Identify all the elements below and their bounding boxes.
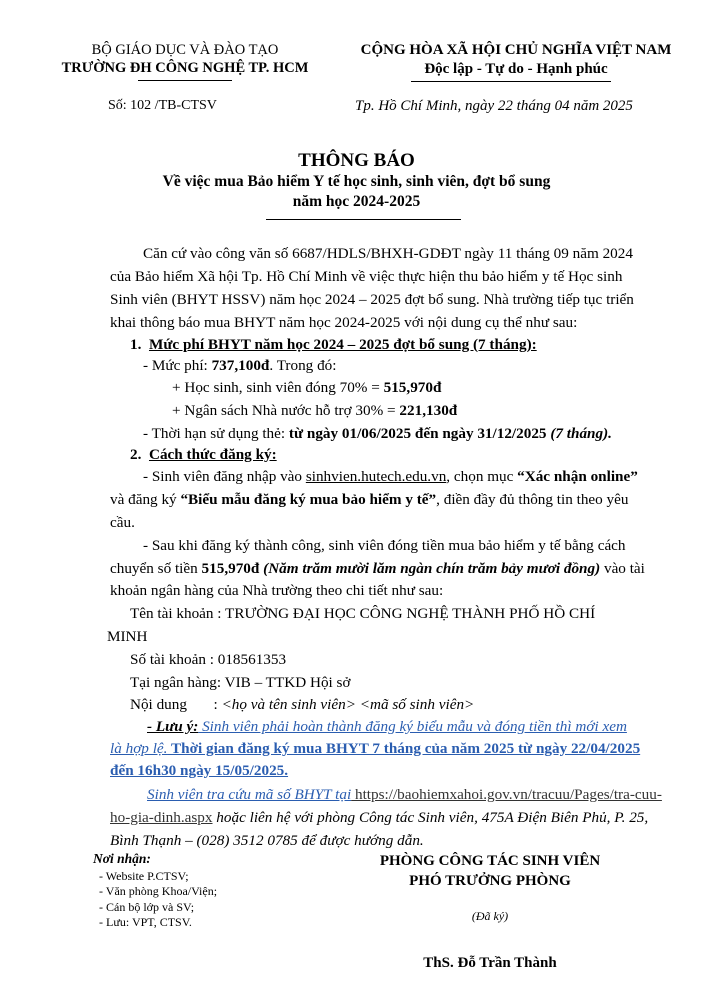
account-name-cont: MINH (107, 628, 148, 645)
lookup-contact: hoặc liên hệ với phòng Công tác Sinh viên, 475A Điện Biên Phủ, P. 25, (212, 809, 649, 826)
instruction-line: khoản ngân hàng của Nhà trường theo chi tiết như sau: (110, 582, 444, 599)
instruction-text: và đăng ký (110, 491, 181, 508)
state-share-line (172, 400, 457, 421)
lookup-contact-cont: Bình Thạnh – (028) 3512 0785 để được hướng dẫn. (110, 832, 424, 849)
recipients-title: Nơi nhận: (93, 851, 151, 866)
intro-line: của Bảo hiểm Xã hội Tp. Hồ Chí Minh về việc thực hiện thu bảo hiểm y tế Học sinh (110, 268, 623, 285)
state-share-label: + Ngân sách Nhà nước hỗ trợ 30% = (172, 402, 400, 419)
section2-title: Cách thức đăng ký: (148, 446, 277, 463)
recipient-item: - Website P.CTSV; (99, 869, 189, 883)
lookup-line (110, 807, 648, 828)
account-number: Số tài khoản : 018561353 (130, 651, 287, 668)
registration-form-name: “Biểu mẫu đăng ký mua bảo hiểm y tế” (180, 491, 437, 508)
signer-name: ThS. Đỗ Trần Thành (423, 955, 557, 971)
ministry-name: BỘ GIÁO DỤC VÀ ĐÀO TẠO (91, 42, 279, 58)
state-share-value: 221,130đ (399, 402, 458, 419)
document-date: Tp. Hồ Chí Minh, ngày 22 tháng 04 năm 2025 (355, 98, 633, 114)
term-label: - Thời hạn sử dụng thẻ: (143, 425, 289, 442)
instruction-text: , điền đầy đủ thông tin theo yêu (436, 491, 629, 508)
student-share-label: + Học sinh, sinh viên đóng 70% = (172, 379, 384, 396)
instruction-line: cầu. (110, 514, 135, 531)
instruction-text: vào tài (600, 560, 645, 577)
term-tail: (7 tháng). (546, 425, 612, 442)
instruction-text: , chọn mục (446, 468, 518, 485)
fee-value: 737,100đ (211, 357, 270, 374)
registration-deadline: đến 16h30 ngày 15/05/2025. (110, 762, 289, 779)
page-subtitle-year: năm học 2024-2025 (292, 193, 421, 210)
lookup-intro: Sinh viên tra cứu mã số BHYT tại (147, 786, 352, 803)
term-value: từ ngày 01/06/2025 đến ngày 31/12/2025 (288, 425, 547, 442)
instruction-line: - Sau khi đăng ký thành công, sinh viên đóng tiền mua bảo hiểm y tế bằng cách (143, 537, 626, 554)
term-line (143, 423, 612, 444)
lookup-url-link[interactable]: https://baohiemxahoi.gov.vn/tracuu/Pages/tra-cuu- (351, 786, 662, 803)
student-share-line (172, 377, 441, 398)
payment-amount: 515,970đ (201, 560, 260, 577)
instruction-text: - Sinh viên đăng nhập vào (143, 468, 306, 485)
nation-title: CỘNG HÒA XÃ HỘI CHỦ NGHĨA VIỆT NAM (360, 42, 672, 58)
note-text: Sinh viên phải hoàn thành đăng ký biểu mẫu và đóng tiền thì mới xem (198, 718, 627, 735)
payment-amount-words: (Năm trăm mười lăm ngàn chín trăm bảy mươi đồng) (259, 560, 601, 577)
intro-line: khai thông báo mua BHYT năm học 2024-2025 với nội dung cụ thể như sau: (110, 314, 578, 331)
transfer-content-label: Nội dung : (130, 696, 222, 713)
title-underline (266, 219, 461, 220)
university-underline (138, 80, 232, 81)
motto-underline (411, 81, 611, 82)
note-line (110, 738, 640, 759)
intro-line: Sinh viên (BHYT HSSV) năm học 2024 – 2025 đợt bổ sung. Nhà trường tiếp tục triển (110, 291, 634, 308)
nation-motto: Độc lập - Tự do - Hạnh phúc (424, 61, 608, 77)
transfer-content-value: <họ và tên sinh viên> <mã số sinh viên> (221, 696, 475, 713)
university-name: TRƯỜNG ĐH CÔNG NGHỆ TP. HCM (61, 60, 309, 76)
note-text: là hợp lệ. (110, 740, 168, 757)
section1-number: 1. (130, 336, 142, 353)
section2-heading (130, 444, 277, 465)
instruction-text: chuyển số tiền (110, 560, 202, 577)
section1-title: Mức phí BHYT năm học 2024 – 2025 đợt bổ sung (7 tháng): (148, 336, 537, 353)
recipient-item: - Cán bộ lớp và SV; (99, 900, 195, 914)
page-title: THÔNG BÁO (298, 150, 415, 171)
document-number: Số: 102 /TB-CTSV (108, 98, 217, 113)
instruction-line (110, 489, 628, 510)
note-line (147, 716, 627, 737)
account-name: Tên tài khoản : TRƯỜNG ĐẠI HỌC CÔNG NGHỆ THÀNH PHỐ HỒ CHÍ (130, 605, 596, 622)
section2-number: 2. (130, 446, 142, 463)
recipient-item: - Văn phòng Khoa/Viện; (99, 884, 218, 898)
intro-line: Căn cứ vào công văn số 6687/HDLS/BHXH-GDĐT ngày 11 tháng 09 năm 2024 (143, 245, 633, 262)
fee-line (143, 355, 336, 376)
fee-tail: . Trong đó: (269, 357, 337, 374)
fee-label: - Mức phí: (143, 357, 212, 374)
transfer-content (130, 694, 474, 715)
instruction-line (143, 466, 638, 487)
section1-heading (130, 334, 537, 355)
note-label: - Lưu ý: (147, 718, 199, 735)
online-confirm-item: “Xác nhận online” (517, 468, 638, 485)
instruction-line (110, 558, 645, 579)
page-subtitle: Về việc mua Bảo hiểm Y tế học sinh, sinh viên, đợt bổ sung (162, 173, 551, 190)
lookup-line (147, 784, 662, 805)
signature-signed: (Đã ký) (471, 909, 509, 923)
lookup-url-link-cont[interactable]: ho-gia-dinh.aspx (110, 809, 213, 826)
signature-position: PHÓ TRƯỞNG PHÒNG (409, 873, 571, 889)
registration-period: Thời gian đăng ký mua BHYT 7 tháng của năm 2025 từ ngày 22/04/2025 (167, 740, 641, 757)
signature-office: PHÒNG CÔNG TÁC SINH VIÊN (379, 853, 601, 869)
bank-name: Tại ngân hàng: VIB – TTKD Hội sở (130, 674, 351, 691)
student-share-value: 515,970đ (383, 379, 442, 396)
student-portal-link[interactable]: sinhvien.hutech.edu.vn (305, 468, 447, 485)
recipient-item: - Lưu: VPT, CTSV. (99, 915, 192, 929)
